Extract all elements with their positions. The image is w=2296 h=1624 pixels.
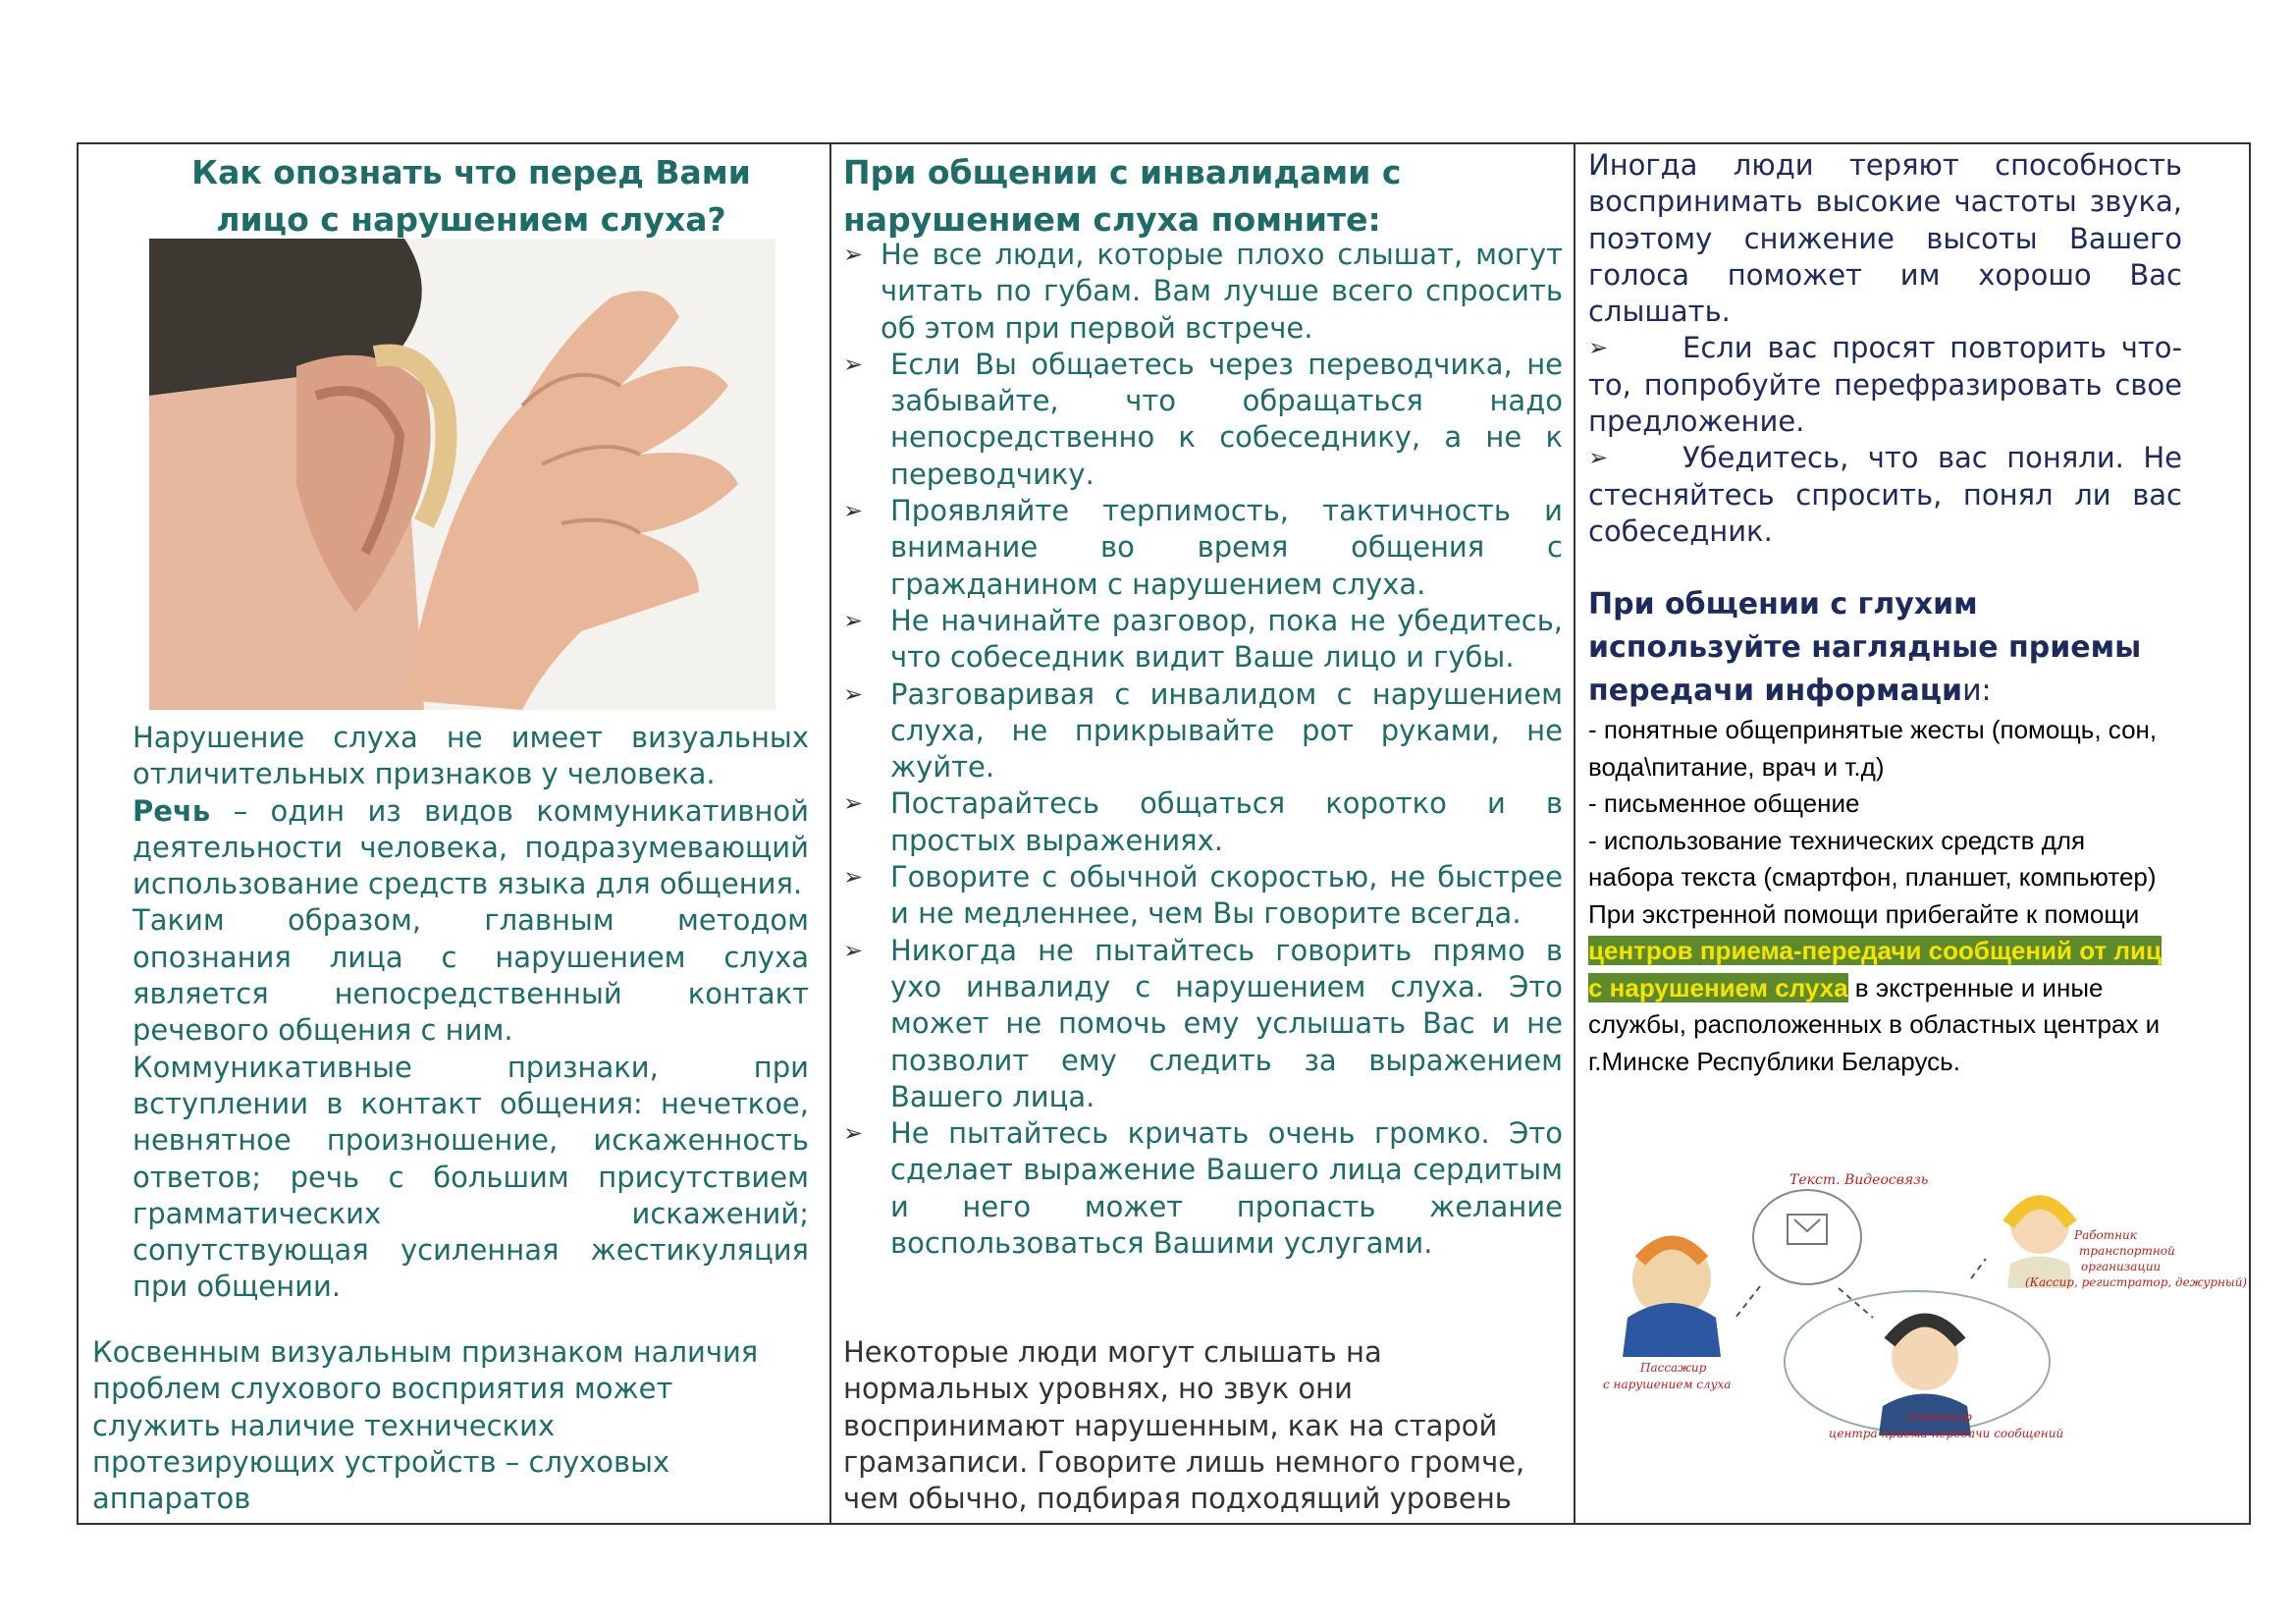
identify-text xyxy=(133,720,809,1306)
subheading-line2: используйте наглядные приемы xyxy=(1588,630,2142,665)
column-heading-line2: лицо с нарушением слуха? xyxy=(216,200,726,239)
remember-footer xyxy=(843,1334,1570,1517)
footer-line: Некоторые люди могут слышать на xyxy=(843,1335,1382,1369)
emergency-paragraph: При экстренной помощи прибегайте к помощи центров приема-передачи сообщений от лиц с нарушением слуха в экстренные и иные службы, расположенных в областных центрах и г.Минске Республики Беларусь. xyxy=(1588,898,2162,1076)
paragraph: Нарушение слуха не имеет визуальных отличительных признаков у человека. xyxy=(133,721,809,791)
arrow-bullet-icon: ➢ xyxy=(843,1119,864,1148)
list-item: ➢ Говорите с обычной скоростью, не быстрее и не медленнее, чем Вы говорите всегда. xyxy=(843,860,1563,931)
diagram-label-left: Пассажир xyxy=(1640,1361,1707,1375)
arrow-bullet-icon: ➢ xyxy=(843,679,864,708)
tips-list xyxy=(843,237,1563,1262)
column-remember xyxy=(831,144,1575,1523)
list-item: ➢ Если Вы общаетесь через переводчика, не забывайте, что обращаться надо непосредственно к собеседнику, а не к переводчику. xyxy=(843,347,1563,491)
arrow-bullet-icon: ➢ xyxy=(843,606,864,634)
diagram-label-right: Работник xyxy=(2074,1228,2137,1242)
list-item: ➢ Не все люди, которые плохо слышат, могут читать по губам. Вам лучше всего спросить об этом при первой встрече. xyxy=(843,238,1563,345)
diagram-label-top: Текст. Видеосвязь xyxy=(1789,1172,1929,1188)
frequency-text xyxy=(1588,147,2182,550)
arrow-bullet-icon: ➢ xyxy=(1588,444,1609,472)
diagram-label-left: с нарушением слуха xyxy=(1603,1378,1732,1391)
list-item: ➢ Проявляйте терпимость, тактичность и внимание во время общения с гражданином с нарушением слуха. xyxy=(843,494,1563,601)
deaf-communication-heading xyxy=(1588,583,2182,713)
diagram-label-right: (Кассир, регистратор, дежурный) xyxy=(2025,1275,2248,1289)
diagram-label-right: транспортной xyxy=(2079,1244,2175,1258)
subheading-line3: передачи информации: xyxy=(1588,674,1992,708)
identify-footer xyxy=(92,1334,819,1517)
list-item: ➢ Не начинайте разговор, пока не убедитесь, что собеседник видит Ваше лицо и губы. xyxy=(843,603,1563,675)
intro-paragraph: Иногда люди теряют способность воспринимать высокие частоты звука, поэтому снижение высоты Вашего голоса поможет им хорошо Вас слышать. xyxy=(1588,148,2182,329)
column-communication xyxy=(1575,144,2249,1523)
footer-line: протезирующих устройств – слуховых xyxy=(92,1444,670,1479)
arrow-bullet-icon: ➢ xyxy=(843,241,864,268)
diagram-label-bottom: Оператор xyxy=(1907,1410,1972,1424)
paragraph: Речь – один из видов коммуникативной деятельности человека, подразумевающий использование средств языка для общения. xyxy=(133,793,809,901)
arrow-bullet-icon: ➢ xyxy=(843,789,864,818)
footer-line: нормальных уровнях, но звук они xyxy=(843,1372,1353,1406)
list-item: ➢ Убедитесь, что вас поняли. Не стесняйтесь спросить, понял ли вас собеседник. xyxy=(1588,441,2182,548)
footer-line: грамзаписи. Говорите лишь немного громче, xyxy=(843,1444,1525,1479)
column-heading-line1: Как опознать что перед Вами xyxy=(191,153,751,191)
column-heading-line2: нарушением слуха помните: xyxy=(843,200,1381,239)
column-identify xyxy=(79,144,831,1523)
list-item: ➢ Если вас просят повторить что-то, попробуйте перефразировать свое предложение. xyxy=(1588,331,2182,439)
subheading-line1: При общении с глухим xyxy=(1588,587,1978,622)
relay-center-highlight: центров приема-передачи сообщений от лиц с нарушением слуха xyxy=(1588,936,2162,1002)
footer-line: чем обычно, подбирая подходящий уровень xyxy=(843,1482,1512,1516)
arrow-bullet-icon: ➢ xyxy=(843,350,864,378)
list-item: - понятные общепринятые жесты (помощь, сон, вода\питание, врач и т.д) xyxy=(1588,715,2158,782)
paragraph: Таким образом, главным методом опознания лица с нарушением слуха является непосредственный контакт речевого общения с ним. xyxy=(133,903,809,1048)
info-table xyxy=(77,142,2251,1525)
list-item: - письменное общение xyxy=(1588,788,1860,818)
diagram-label-bottom: центра приема-передачи сообщений xyxy=(1829,1427,2064,1440)
footer-line: аппаратов xyxy=(92,1482,251,1516)
ear-hand-photo xyxy=(149,239,775,710)
list-item: ➢ Разговаривая с инвалидом с нарушением слуха, не прикрывайте рот руками, не жуйте. xyxy=(843,677,1563,785)
list-item: ➢ Никогда не пытайтесь говорить прямо в ухо инвалиду с нарушением слуха. Это может не помочь ему услышать Вас и не позволит ему следить за выражением Вашего лица. xyxy=(843,933,1563,1113)
arrow-bullet-icon: ➢ xyxy=(1588,334,1609,362)
footer-line: проблем слухового восприятия может xyxy=(92,1372,673,1406)
column-heading-line1: При общении с инвалидами с xyxy=(843,153,1402,191)
arrow-bullet-icon: ➢ xyxy=(843,863,864,892)
list-item: ➢ Не пытайтесь кричать очень громко. Это сделает выражение Вашего лица сердитым и него может пропасть желание воспользоваться Вашими услугами. xyxy=(843,1116,1563,1261)
footer-line: Косвенным визуальным признаком наличия xyxy=(92,1335,759,1369)
relay-center-diagram xyxy=(1593,1170,2248,1450)
paragraph: Коммуникативные признаки, при вступлении в контакт общения: нечеткое, невнятное произношение, искаженность ответов; речь с большим присутствием грамматических искажений; сопутствующая усиленная жестикуляция при общении. xyxy=(133,1050,809,1304)
methods-list xyxy=(1588,712,2177,1080)
arrow-bullet-icon: ➢ xyxy=(843,497,864,525)
diagram-label-right: организации xyxy=(2081,1260,2162,1273)
arrow-bullet-icon: ➢ xyxy=(843,936,864,964)
footer-line: воспринимают нарушенным, как на старой xyxy=(843,1408,1498,1442)
list-item: - использование технических средств для набора текста (смартфон, планшет, компьютер) xyxy=(1588,825,2157,892)
ear-photo-illustration xyxy=(149,239,775,710)
list-item: ➢ Постарайтесь общаться коротко и в простых выражениях. xyxy=(843,786,1563,857)
footer-line: служить наличие технических xyxy=(92,1408,556,1442)
